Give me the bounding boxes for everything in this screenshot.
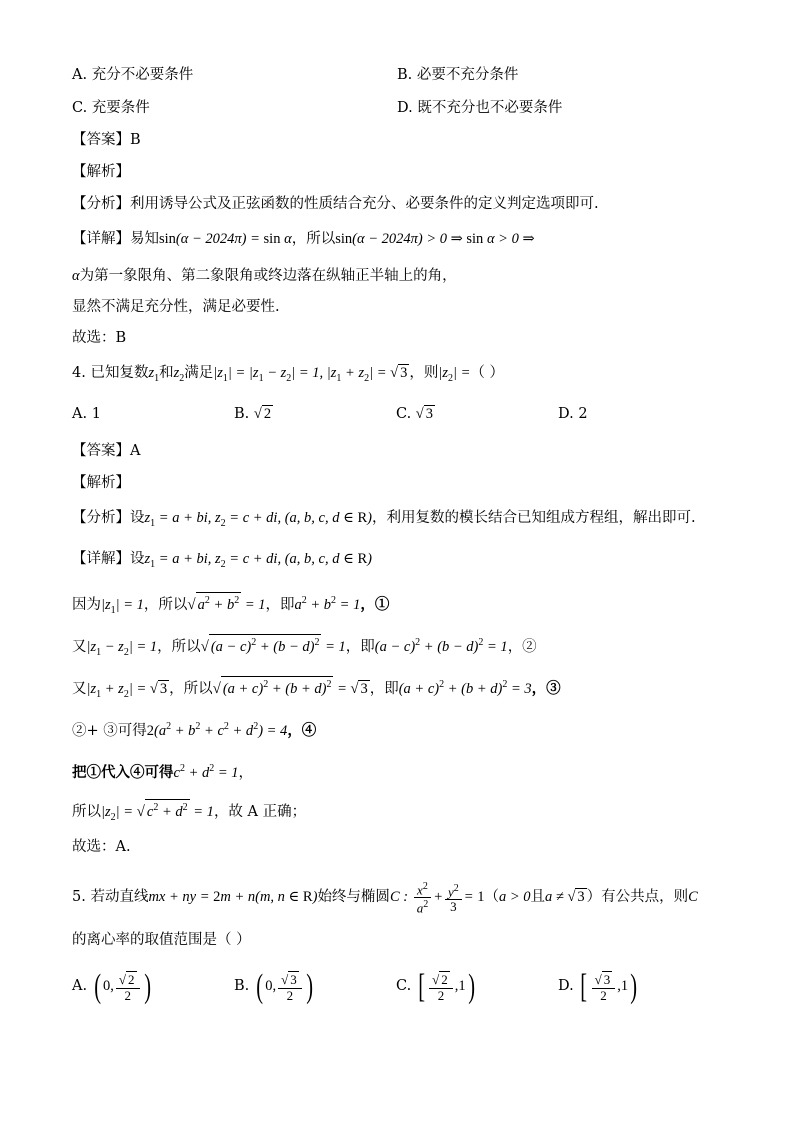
formula: $z_1$ — [148, 365, 160, 384]
text: ②+ ③可得 — [72, 722, 147, 739]
text: ，② — [507, 638, 537, 655]
question-number: 4. — [72, 365, 86, 381]
q3-fenxi — [72, 193, 599, 215]
formula: √ 2 — [253, 406, 272, 422]
text: 已知复数 — [90, 365, 149, 381]
formula: ( 0, $\frac{√ 2}{2}$ ) — [93, 967, 151, 1005]
formula: $c^2 + d^2 = 1$ — [173, 763, 239, 781]
text: 为第一象限角、第二象限角或终边落在纵轴正半轴上的角， — [79, 268, 457, 284]
q3-option-b: B. 必要不充分条件 — [397, 67, 519, 83]
text: ，利用复数的模长结合已知组成方程组，解出即可. — [371, 510, 696, 526]
text: ，所以 — [169, 680, 213, 697]
text: 和 — [159, 365, 174, 381]
q3-analysis-tag: 【解析】 — [72, 164, 130, 180]
formula: sin(α − 2024π) > 0 ⇒ sin α > 0 ⇒ — [335, 231, 535, 247]
q4-step-6 — [72, 799, 306, 829]
formula: $z_2$ — [173, 365, 185, 384]
fenxi-text: 利用诱导公式及正弦函数的性质结合充分、必要条件的定义判定选项即可. — [130, 196, 599, 212]
q4-answer: A — [130, 443, 141, 459]
formula: $|z_1 - z_2| = 1$ — [86, 638, 158, 658]
formula: $|z_1| = 1$ — [101, 596, 144, 616]
q5-option-d — [558, 968, 640, 1004]
text: 又 — [72, 638, 87, 655]
text: 设 — [130, 551, 145, 567]
q4-option-b — [234, 403, 273, 425]
formula: α — [72, 268, 80, 284]
formula: √ $a^2 + b^2 = 1$ — [187, 597, 265, 613]
q4-stem — [72, 362, 504, 390]
q3-xiangjie-line-3: 显然不满足充分性，满足必要性. — [72, 299, 280, 315]
formula: $z_1 = a$ + bi, $z_2 = c$ + di, (a, b, c, d ∈ R) — [144, 551, 372, 570]
formula: a ≠ √ 3 — [544, 889, 585, 906]
formula: sin(α − 2024π) = sin α — [159, 231, 292, 247]
formula: $(a - c)^2 + (b - d)^2 = 1$ — [374, 637, 508, 655]
q3-xiangjie-line-2 — [72, 265, 457, 287]
option-label: B. — [234, 406, 250, 422]
formula: $|z_1| = |z_1 - z_2| = 1$, $|z_1 + z_2|$ = √ 3 — [213, 365, 408, 384]
text: ，即 — [265, 596, 295, 613]
q5-stem-line-2: 的离心率的取值范围是（ ） — [72, 932, 251, 948]
text: 所以 — [72, 803, 101, 820]
formula: $|z_1 + z_2|$ = √ 3 — [86, 680, 168, 700]
text: 把①代入④可得 — [72, 763, 174, 781]
text: （ — [484, 889, 499, 906]
q5-option-b — [234, 968, 315, 1004]
text: ，① — [360, 595, 390, 613]
formula: C : $\frac{x^2}{a^2}$ + $\frac{y^2}{3}$ = 1 — [389, 881, 485, 916]
formula: ( 0, $\frac{√ 3}{2}$ ) — [256, 967, 313, 1005]
option-label: B. — [234, 978, 250, 994]
q4-choose: 故选：A. — [72, 839, 131, 855]
q4-fenxi — [72, 507, 696, 535]
text: ，故 A 正确； — [213, 803, 307, 820]
formula: $(a + c)^2 + (b + d)^2 = 3$ — [398, 679, 532, 697]
formula: [ $\frac{√ 3}{2}$ ,1) — [580, 967, 638, 1005]
text: 易知 — [130, 231, 159, 247]
formula: $2(a^2 + b^2 + c^2 + d^2) = 4$ — [146, 721, 288, 739]
q3-option-d: D. 既不充分也不必要条件 — [397, 100, 563, 116]
text: （ ） — [470, 365, 504, 381]
text: 若动直线 — [90, 889, 149, 906]
q4-option-c — [396, 403, 435, 425]
q4-option-a: A. 1 — [72, 406, 101, 422]
question-number: 5. — [72, 889, 86, 906]
text: ，④ — [287, 721, 317, 739]
formula: $|z_2|$ = √ $c^2 + d^2 = 1$ — [101, 804, 214, 820]
formula: $a^2 + b^2 = 1$ — [294, 595, 361, 613]
q5-option-c — [396, 968, 477, 1004]
q3-answer: B — [130, 132, 141, 148]
option-label: D. — [558, 978, 574, 994]
q4-answer-line — [72, 440, 140, 462]
text: ，即 — [345, 638, 375, 655]
q4-analysis-tag: 【解析】 — [72, 475, 130, 491]
fenxi-tag: 【分析】 — [72, 196, 130, 212]
option-label: A. — [72, 978, 88, 994]
option-label: C. — [396, 406, 412, 422]
formula: √ $(a - c)^2 + (b - d)^2 = 1$ — [201, 639, 346, 655]
formula: a > 0 — [498, 889, 531, 906]
q3-answer-line — [72, 129, 141, 151]
formula: C — [688, 889, 698, 906]
q4-step-1 — [72, 590, 389, 622]
q3-option-c: C. 充要条件 — [72, 100, 150, 116]
formula: [ $\frac{√ 2}{2}$ ,1) — [418, 967, 475, 1005]
q5-stem — [72, 880, 698, 916]
text: ，所以 — [143, 596, 188, 613]
q3-choose: 故选：B — [72, 330, 127, 346]
q3-option-a: A. 充分不必要条件 — [72, 67, 194, 83]
answer-tag: 【答案】 — [72, 443, 130, 459]
formula: $z_1 = a$ + bi, $z_2 = c$ + di, (a, b, c, d ∈ R) — [144, 510, 372, 529]
answer-tag: 【答案】 — [72, 132, 130, 148]
text: 且 — [530, 889, 545, 906]
q3-xiangjie-line-1 — [72, 228, 535, 250]
text: ，即 — [369, 680, 399, 697]
q4-step-2 — [72, 632, 537, 664]
formula: mx + ny = 2m + n(m, n ∈ R) — [148, 889, 318, 906]
q5-option-a — [72, 968, 153, 1004]
formula: $|z_2|$ = — [438, 365, 471, 384]
text: ， — [238, 764, 254, 781]
text: 因为 — [72, 596, 101, 613]
option-label: C. — [396, 978, 412, 994]
fenxi-tag: 【分析】 — [72, 510, 130, 526]
q4-step-5 — [72, 758, 253, 784]
q4-xiangjie-line-1 — [72, 548, 372, 576]
text: 始终与椭圆 — [317, 889, 390, 906]
q4-step-3 — [72, 674, 561, 706]
text: ，所以 — [157, 638, 201, 655]
text: ，则 — [409, 365, 439, 381]
text: ）有公共点，则 — [586, 889, 689, 906]
text: 满足 — [184, 365, 214, 381]
text: 又 — [72, 680, 87, 697]
q4-step-4 — [72, 716, 316, 742]
formula: √ $(a + c)^2 + (b + d)^2$ = √ 3 — [213, 681, 370, 697]
formula: √ 3 — [415, 406, 434, 422]
xiangjie-tag: 【详解】 — [72, 551, 130, 567]
text: ，所以 — [291, 231, 336, 247]
q4-option-d: D. 2 — [558, 406, 588, 422]
text: ，③ — [531, 679, 561, 697]
text: 设 — [130, 510, 145, 526]
xiangjie-tag: 【详解】 — [72, 231, 130, 247]
